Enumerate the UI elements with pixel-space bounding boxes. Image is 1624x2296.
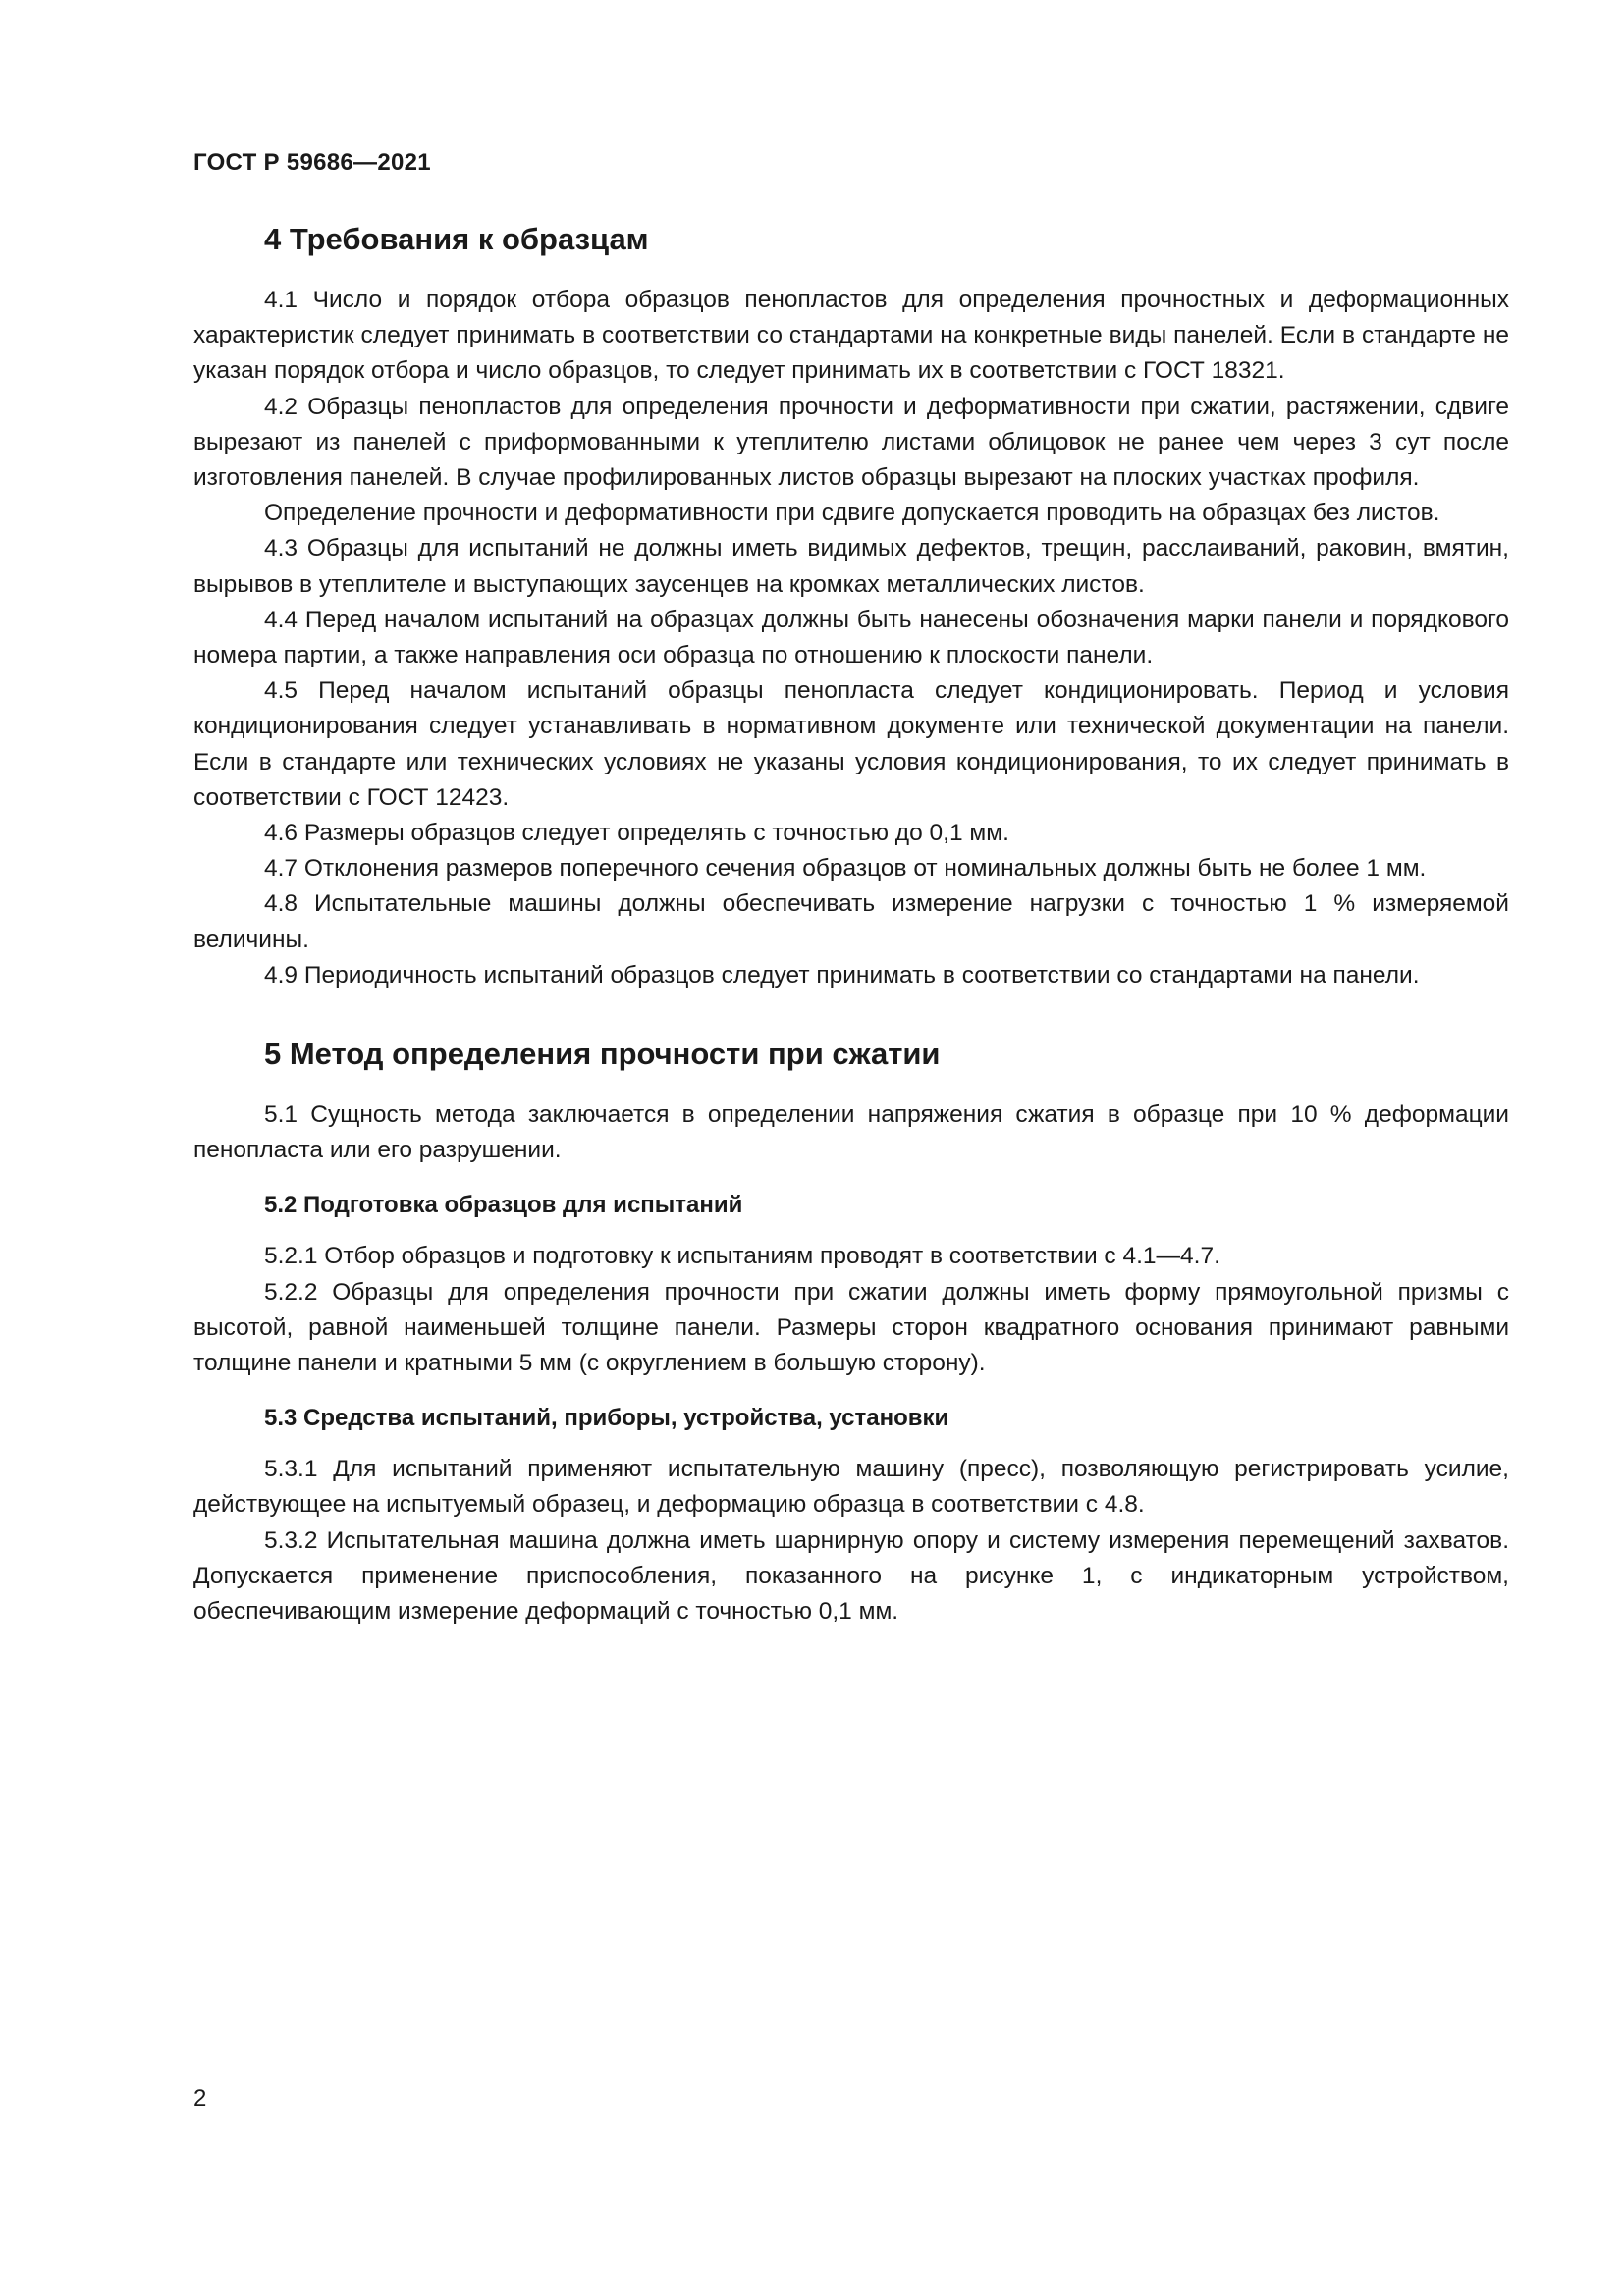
page-number: 2 [193,2085,207,2111]
paragraph-5-2-2: 5.2.2 Образцы для определения прочности при сжатии должны иметь форму прямоугольной призмы с высотой, равной наименьшей толщине панели. Размеры сторон квадратного основания принимают равными толщине панели и кратными 5 мм (с округлением в большую сторону). [193,1278,1509,1377]
section-5-compression-method [193,1033,1509,1629]
paragraph-5-2-1: 5.2.1 Отбор образцов и подготовку к испытаниям проводят в соответствии с 4.1—4.7. [264,1243,1220,1270]
paragraph-4-5: 4.5 Перед началом испытаний образцы пенопласта следует кондиционировать. Период и условия кондиционирования следует устанавливать в нормативном документе или технической документации на панели. Если в стандарте или технических условиях не указаны условия кондиционирования, то их следует принимать в соответствии с ГОСТ 12423. [193,677,1509,811]
paragraph-4-8: 4.8 Испытательные машины должны обеспечивать измерение нагрузки с точностью 1 % измеряемой величины. [193,890,1509,953]
paragraph-4-9: 4.9 Периодичность испытаний образцов следует принимать в соответствии со стандартами на панели. [264,961,1420,988]
section-heading: 4 Требования к образцам [264,222,649,256]
paragraph-4-3: 4.3 Образцы для испытаний не должны иметь видимых дефектов, трещин, расслаиваний, раковин, вмятин, вырывов в утеплителе и выступающих заусенцев на кромках металлических листов. [193,535,1509,598]
subsection-heading-5-2: 5.2 Подготовка образцов для испытаний [264,1192,743,1219]
subsection-heading-5-3: 5.3 Средства испытаний, приборы, устройства, установки [264,1405,949,1432]
document-id-header: ГОСТ Р 59686—2021 [193,149,431,176]
paragraph-5-3-2: 5.3.2 Испытательная машина должна иметь шарнирную опору и систему измерения перемещений захватов. Допускается применение приспособления, показанного на рисунке 1, с индикаторным устройством, обеспечивающим измерение деформаций с точностью 0,1 мм. [193,1526,1509,1626]
page-content [193,218,1509,1629]
section-4-requirements [193,218,1509,993]
paragraph-4-4: 4.4 Перед началом испытаний на образцах должны быть нанесены обозначения марки панели и порядкового номера партии, а также направления оси образца по отношению к плоскости панели. [193,606,1509,669]
paragraph-4-7: 4.7 Отклонения размеров поперечного сечения образцов от номинальных должны быть не более 1 мм. [264,855,1427,882]
paragraph-4-1: 4.1 Число и порядок отбора образцов пенопластов для определения прочностных и деформационных характеристик следует принимать в соответствии со стандартами на конкретные виды панелей. Если в стандарте не указан порядок отбора и число образцов, то следует принимать их в соответствии с ГОСТ 18321. [193,287,1509,385]
paragraph-4-6: 4.6 Размеры образцов следует определять с точностью до 0,1 мм. [264,820,1009,847]
paragraph-4-2: 4.2 Образцы пенопластов для определения прочности и деформативности при сжатии, растяжении, сдвиге вырезают из панелей с приформованными к утеплителю листами облицовок не ранее чем через 3 сут после изготовления панелей. В случае профилированных листов образцы вырезают на плоских участках профиля. [193,393,1509,492]
paragraph-5-3-1: 5.3.1 Для испытаний применяют испытательную машину (пресс), позволяющую регистрировать усилие, действующее на испытуемый образец, и деформацию образца в соответствии с 4.8. [193,1456,1509,1519]
paragraph-5-1: 5.1 Сущность метода заключается в определении напряжения сжатия в образце при 10 % деформации пенопласта или его разрушении. [193,1101,1509,1164]
paragraph-4-2-note: Определение прочности и деформативности при сдвиге допускается проводить на образцах без листов. [264,500,1440,527]
section-heading: 5 Метод определения прочности при сжатии [264,1037,941,1072]
